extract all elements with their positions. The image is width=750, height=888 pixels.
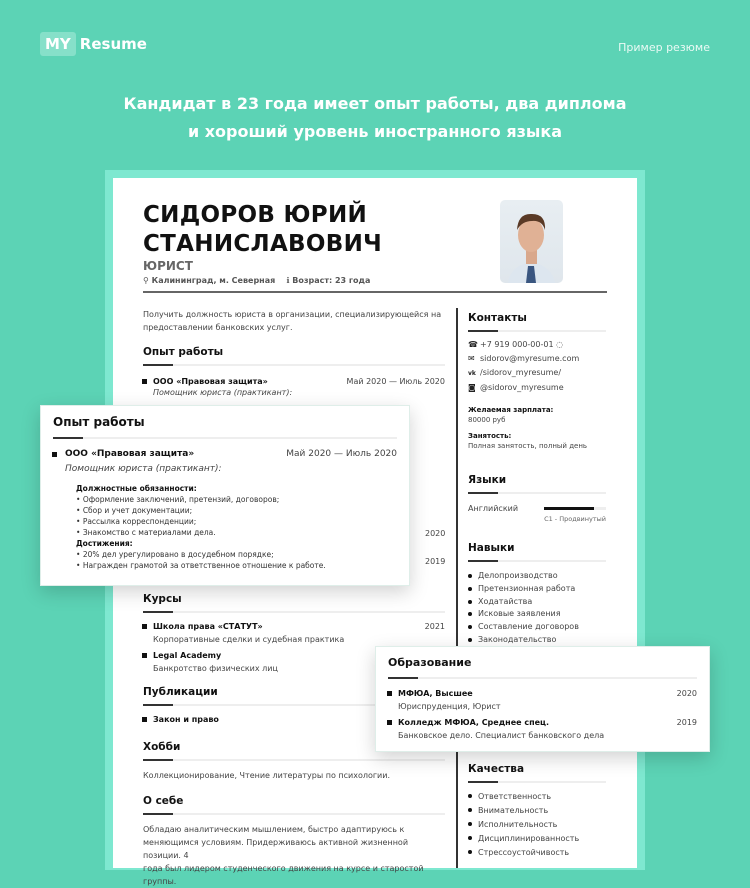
about-line: года был лидером студенческого движения на курсе и старостой группы. (143, 864, 424, 886)
company: ООО «Правовая защита» (65, 449, 195, 459)
quality-item: Внимательность (468, 804, 606, 818)
about-text (143, 823, 445, 888)
instagram[interactable] (468, 381, 606, 395)
section-underline (143, 813, 445, 815)
section-underline (143, 611, 445, 613)
skill-item: Составление договоров (468, 621, 606, 634)
duties-label: Должностные обязанности: (76, 484, 197, 493)
contacts-section (468, 312, 606, 451)
phone-icon: ☎ (468, 340, 478, 349)
duty-text: Сбор и учет документации; (82, 506, 193, 515)
meta (143, 276, 370, 285)
card-title: Опыт работы (53, 415, 145, 429)
section-underline (143, 759, 445, 761)
quality-item: Дисциплинированность (468, 832, 606, 846)
quality-item: Стрессоустойчивость (468, 846, 606, 860)
position: ЮРИСТ (143, 259, 193, 273)
experience-details (53, 483, 397, 571)
section-underline (468, 330, 606, 332)
experience-card (40, 405, 410, 586)
course-name: Школа права «СТАТУТ» (153, 622, 263, 631)
logo[interactable] (40, 32, 147, 56)
course-desc: Банкротство физических лиц (153, 664, 278, 673)
phone[interactable] (468, 338, 606, 352)
hobby-text: Коллекционирование, Чтение литературы по психологии. (143, 771, 390, 780)
experience-item (53, 448, 397, 461)
headline (0, 90, 750, 146)
achievement-item: • 20% дел урегулировано в досудебном порядке; (76, 550, 274, 559)
quality-item: Исполнительность (468, 818, 606, 832)
achievements-label: Достижения: (76, 539, 133, 548)
duty-text: Оформление заключений, претензий, договоров; (82, 495, 280, 504)
age: Возраст: 23 года (292, 276, 371, 285)
achievement-item: • Награжден грамотой за ответственное отношение к работе. (76, 561, 326, 570)
objective (143, 308, 443, 334)
sample-resume-link[interactable]: Пример резюме (618, 41, 710, 54)
experience-section (143, 346, 445, 397)
achievement-text: Награжден грамотой за ответственное отношение к работе. (82, 561, 326, 570)
phone-text: +7 919 000-00-01 (480, 340, 554, 349)
location: Калининград, м. Северная (151, 276, 276, 285)
duty-item: • Оформление заключений, претензий, договоров; (76, 495, 280, 504)
languages-section (468, 474, 606, 523)
about-line: Обладаю аналитическим мышлением, быстро адаптируюсь к (143, 825, 405, 834)
experience-item (143, 375, 445, 388)
section-title: Навыки (468, 542, 515, 554)
section-title: О себе (143, 795, 184, 807)
photo (500, 200, 563, 283)
course-desc: Корпоративные сделки и судебная практика (153, 635, 345, 644)
skills-section (468, 542, 606, 647)
section-title: Контакты (468, 312, 527, 324)
salary: 80000 руб (468, 416, 506, 424)
email-text: sidorov@myresume.com (480, 354, 580, 363)
duty-item: • Рассылка корреспонденции; (76, 517, 197, 526)
language-level-bar (544, 507, 606, 510)
salary-label: Желаемая зарплата: (468, 406, 554, 414)
instagram-icon: ◙ (468, 383, 476, 392)
logo-resume: Resume (79, 35, 147, 53)
role: Помощник юриста (практикант): (65, 464, 222, 474)
section-underline (468, 492, 606, 494)
course-name: Legal Academy (153, 651, 222, 660)
language-level: C1 - Продвинутый (544, 515, 606, 523)
skill-item: Законодательство (468, 634, 606, 647)
section-title: Хобби (143, 741, 181, 753)
education-item (388, 716, 697, 742)
mail-icon: ✉ (468, 354, 475, 363)
section-title: Языки (468, 474, 507, 486)
skill-item: Делопроизводство (468, 570, 606, 583)
name-line: СИДОРОВ ЮРИЙ (143, 202, 368, 228)
hidden-year: 2019 (425, 557, 446, 566)
section-title: Опыт работы (143, 346, 224, 358)
section-title: Публикации (143, 686, 218, 698)
duty-item: • Знакомство с материалами дела. (76, 528, 216, 537)
education-desc: Банковское дело. Специалист банковского дела (398, 731, 605, 740)
duty-text: Знакомство с материалами дела. (82, 528, 216, 537)
course-year: 2021 (424, 622, 445, 631)
instagram-text: @sidorov_myresume (480, 383, 564, 392)
qualities-section (468, 763, 606, 860)
header-divider (143, 291, 607, 293)
info-icon: ℹ (286, 276, 293, 285)
dates: Май 2020 — Июль 2020 (286, 449, 397, 459)
quality-item: Ответственность (468, 790, 606, 804)
candidate-name (143, 201, 382, 259)
duty-text: Рассылка корреспонденции; (82, 517, 197, 526)
education-name: МФЮА, Высшее (398, 689, 473, 698)
name-line: СТАНИСЛАВОВИЧ (143, 231, 382, 257)
duty-item: • Сбор и учет документации; (76, 506, 193, 515)
education-year: 2020 (676, 689, 697, 698)
headline-line: Кандидат в 23 года имеет опыт работы, два диплома (123, 94, 627, 113)
employment: Полная занятость, полный день (468, 442, 588, 450)
about-section (143, 795, 445, 888)
role: Помощник юриста (практикант): (153, 388, 293, 397)
education-year: 2019 (676, 718, 697, 727)
education-name: Колледж МФЮА, Среднее спец. (398, 718, 549, 727)
vk[interactable] (468, 366, 606, 381)
skill-item: Исковые заявления (468, 608, 606, 621)
publication-item: Закон и право (143, 713, 445, 726)
employment-label: Занятость: (468, 432, 512, 440)
course-item (143, 620, 445, 646)
education-desc: Юриспруденция, Юрист (398, 702, 501, 711)
dates: Май 2020 — Июль 2020 (346, 377, 445, 386)
card-title: Образование (388, 656, 472, 669)
email[interactable] (468, 352, 606, 366)
skill-item: Ходатайства (468, 596, 606, 609)
section-underline (388, 677, 697, 679)
objective-line: предоставлении банковских услуг. (143, 323, 293, 332)
skill-item: Претензионная работа (468, 583, 606, 596)
whatsapp-icon: ◌ (556, 340, 564, 349)
objective-line: Получить должность юриста в организации, специализирующейся на (143, 310, 442, 319)
headline-line: и хороший уровень иностранного языка (187, 122, 563, 141)
column-divider (456, 308, 458, 868)
section-underline (468, 560, 606, 562)
language-name: Английский (468, 504, 519, 513)
company: ООО «Правовая защита» (153, 377, 268, 386)
section-underline (53, 437, 397, 439)
section-underline (468, 781, 606, 783)
education-card (375, 646, 710, 752)
section-title: Курсы (143, 593, 182, 605)
section-underline (143, 364, 445, 366)
logo-my: MY (40, 32, 76, 56)
vk-text: /sidorov_myresume/ (480, 368, 562, 377)
about-line: меняющимся условиям. Придерживаюсь активной жизненной позиции. 4 (143, 838, 409, 860)
vk-icon: vk (468, 370, 476, 377)
location-icon: ⚲ (143, 276, 152, 285)
achievement-text: 20% дел урегулировано в досудебном порядке; (82, 550, 274, 559)
section-title: Качества (468, 763, 525, 775)
education-item (388, 687, 697, 713)
hidden-year: 2020 (425, 529, 446, 538)
